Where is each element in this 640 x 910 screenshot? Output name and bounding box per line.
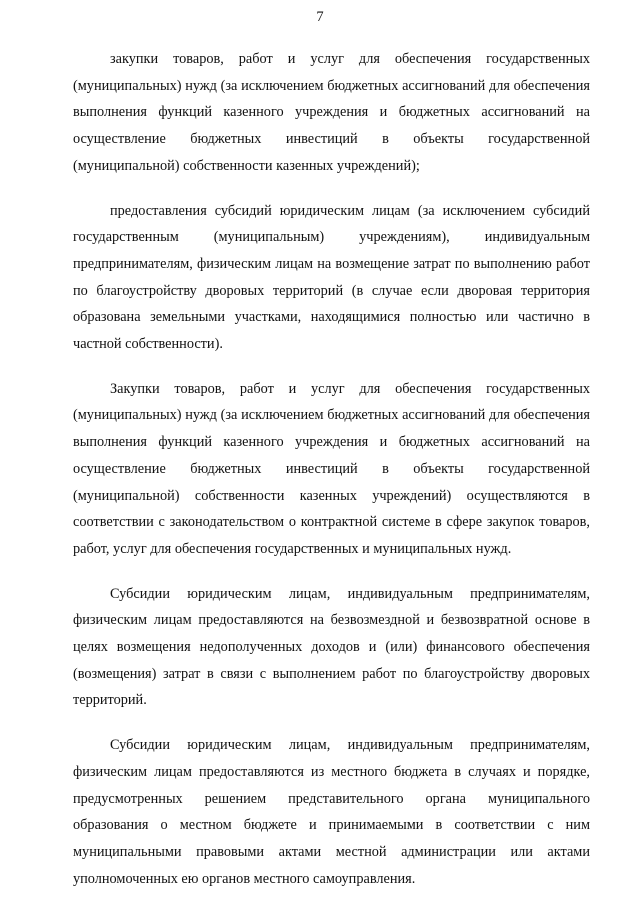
- document-body: [73, 46, 590, 910]
- paragraph-subsidies-basis: Субсидии юридическим лицам, индивидуальным предпринимателям, физическим лицам предоставляются на безвозмездной и безвозвратной основе в целях возмещения недополученных доходов и (или) финансового обеспечения (возмещения) затрат в связи с выполнением работ по благоустройству дворовых территорий.: [73, 585, 590, 709]
- page-number: 7: [316, 9, 324, 25]
- paragraph-procurement-item: закупки товаров, работ и услуг для обеспечения государственных (муниципальных) нужд (за исключением бюджетных ассигнований для обеспечения выполнения функций казенного учреждения и бюджетных ассигнований на осуществление бюджетных инвестиций в объекты государственной (муниципальной) собственности казенных учреждений);: [73, 51, 590, 174]
- paragraph-procurement-rules: Закупки товаров, работ и услуг для обеспечения государственных (муниципальных) нужд (за исключением бюджетных ассигнований для обеспечения выполнения функций казенного учреждения и бюджетных ассигнований на осуществление бюджетных инвестиций в объекты государственной (муниципальной) собственности казенных учреждений) осуществляются в соответствии с законодательством о контрактной системе в сфере закупок товаров, работ, услуг для обеспечения государственных и муниципальных нужд.: [73, 380, 590, 557]
- paragraph-subsidies-item: предоставления субсидий юридическим лицам (за исключением субсидий государственным (муниципальным) учреждениям), индивидуальным предпринимателям, физическим лицам на возмещение затрат по выполнению работ по благоустройству дворовых территорий (в случае если дворовая территория образована земельными участками, находящимися полностью или частично в частной собственности).: [73, 202, 590, 353]
- paragraph-subsidies-procedure: Субсидии юридическим лицам, индивидуальным предпринимателям, физическим лицам предоставляются из местного бюджета в случаях и порядке, предусмотренных решением представительного органа муниципального образования о местном бюджете и принимаемыми в соответствии с ним муниципальными правовыми актами местной администрации или актами уполномоченных ею органов местного самоуправления.: [73, 737, 590, 887]
